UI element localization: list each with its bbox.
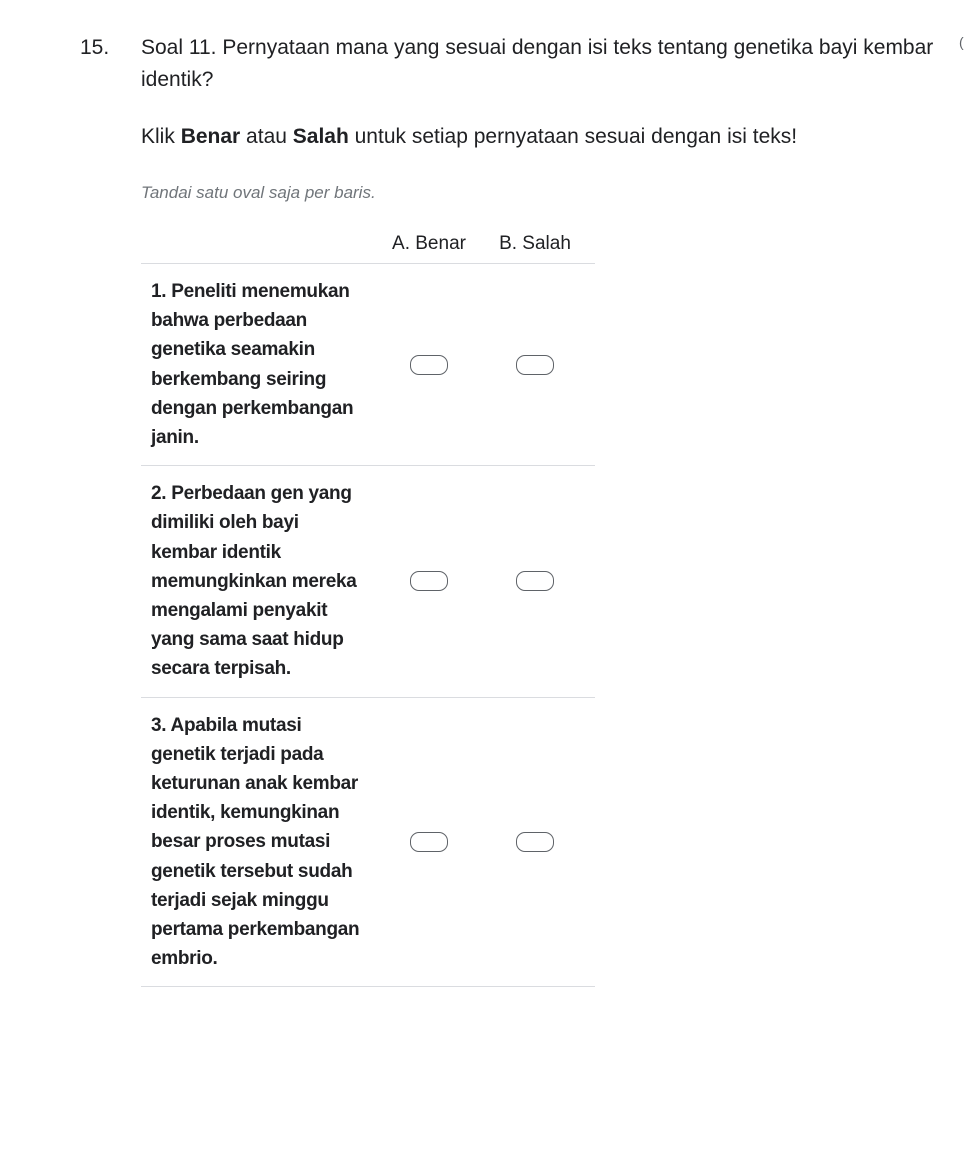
grid-row-1 [141, 264, 595, 466]
grid-row-3 [141, 698, 595, 988]
column-header-benar: A. Benar [392, 233, 466, 254]
grid-row-2 [141, 466, 595, 697]
grid-hint: Tandai satu oval saja per baris. [141, 183, 376, 202]
clipped-edge-text: ( [959, 34, 964, 50]
row-label-2: 2. Perbedaan gen yang dimiliki oleh bayi kembar identik memungkinkan mereka mengalami penyakit yang sama saat hidup secara terpisah. [151, 483, 357, 680]
row-1-benar-radio[interactable] [410, 355, 448, 375]
row-1-salah-radio[interactable] [516, 355, 554, 375]
row-2-salah-radio[interactable] [516, 571, 554, 591]
instruction-salah: Salah [292, 125, 349, 148]
instruction-middle: atau [240, 125, 293, 148]
instruction-prefix: Klik [141, 125, 181, 148]
instruction-suffix: untuk setiap pernyataan sesuai dengan isi teks! [348, 125, 798, 148]
instruction-benar: Benar [180, 125, 241, 148]
column-header-salah: B. Salah [499, 233, 571, 254]
row-3-benar-radio[interactable] [410, 832, 448, 852]
grid-header [141, 226, 595, 264]
row-label-3: 3. Apabila mutasi genetik terjadi pada keturunan anak kembar identik, kemungkinan besar proses mutasi genetik tersebut sudah terjadi sejak minggu pertama perkembangan embrio. [151, 714, 360, 970]
row-2-benar-radio[interactable] [410, 571, 448, 591]
choice-grid [141, 226, 595, 987]
row-3-salah-radio[interactable] [516, 832, 554, 852]
question-number: 15. [80, 36, 110, 59]
question-title: Soal 11. Pernyataan mana yang sesuai dengan isi teks tentang genetika bayi kembar identik? [141, 36, 934, 91]
question-instruction [141, 121, 797, 153]
row-label-1: 1. Peneliti menemukan bahwa perbedaan genetika seamakin berkembang seiring dengan perkembangan janin. [151, 281, 354, 449]
